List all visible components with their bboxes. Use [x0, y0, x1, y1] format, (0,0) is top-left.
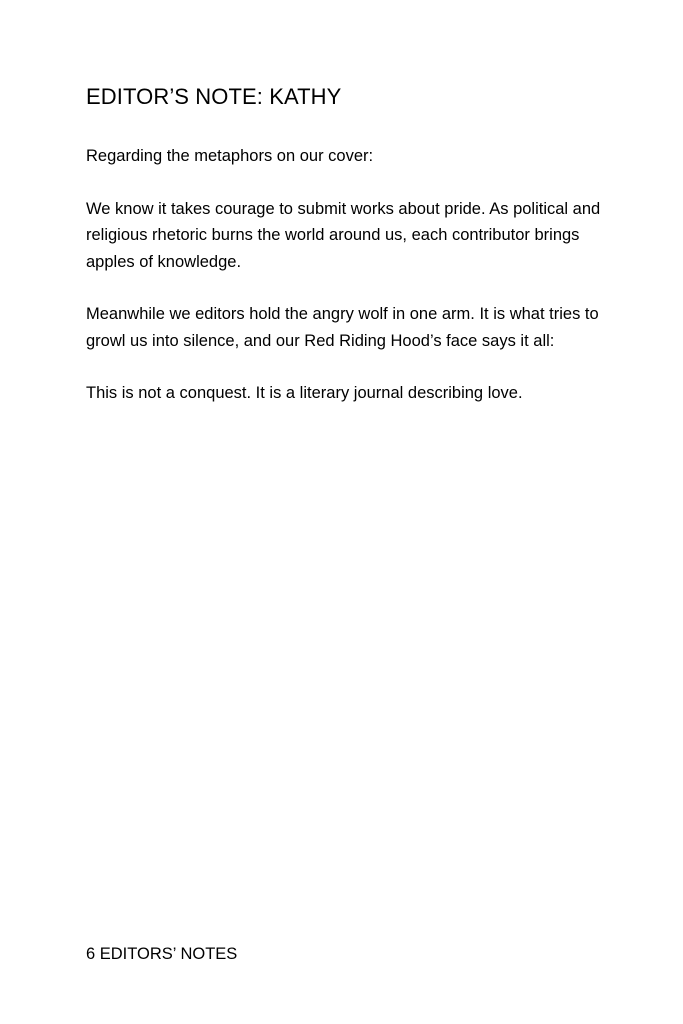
page-title: EDITOR’S NOTE: KATHY — [86, 84, 342, 109]
note-body — [86, 143, 606, 433]
paragraph-cover-intro: Regarding the metaphors on our cover: — [86, 147, 374, 165]
document-page — [86, 0, 606, 1024]
paragraph-wolf: Meanwhile we editors hold the angry wolf in one arm. It is what tries to growl us into silence, and our Red Riding Hood’s face says it all: — [86, 305, 599, 350]
paragraph-courage: We know it takes courage to submit works about pride. As political and religious rhetoric burns the world around us, each contributor brings apples of knowledge. — [86, 199, 601, 271]
paragraph-conclusion: This is not a conquest. It is a literary journal describing love. — [86, 384, 523, 402]
page-footer: 6 EDITORS’ NOTES — [86, 945, 238, 963]
